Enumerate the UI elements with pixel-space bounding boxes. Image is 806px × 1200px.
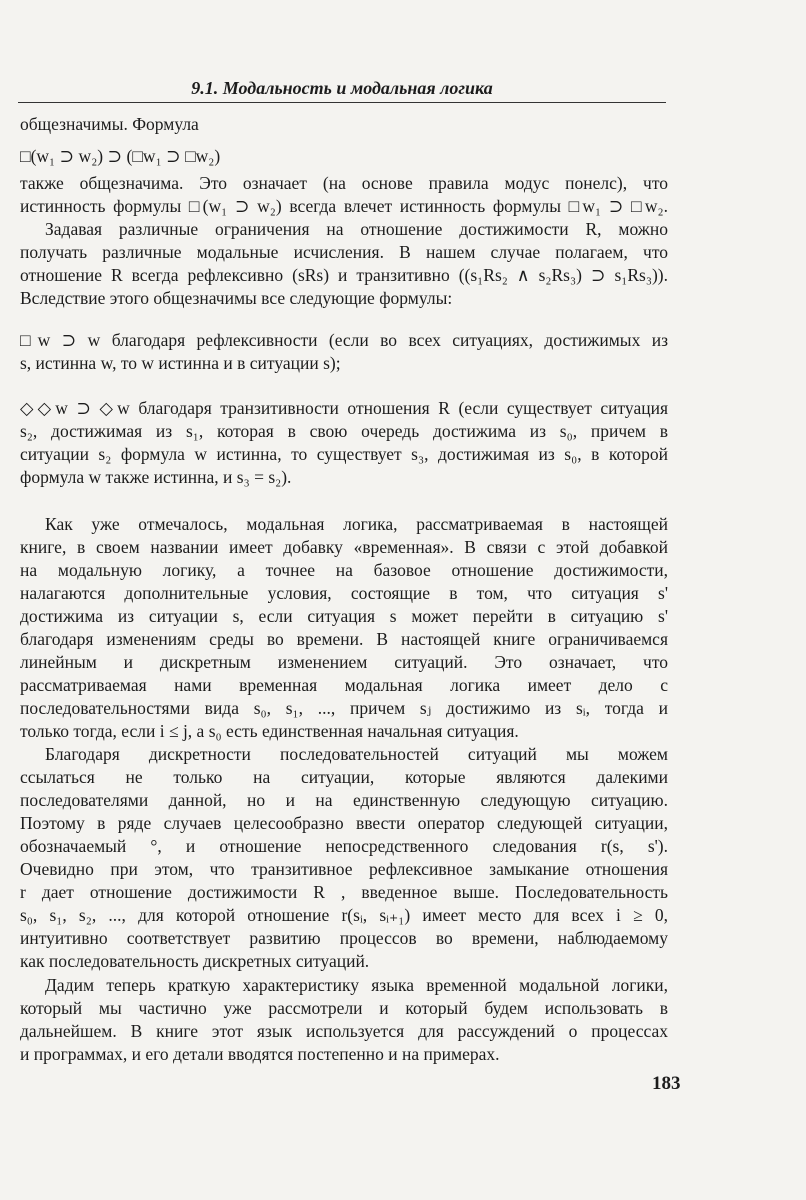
running-header: 9.1. Модальность и модальная логика <box>18 78 666 103</box>
text-line: Поэтому в ряде случаев целесообразно ввести оператор следующей ситуации, <box>20 813 668 833</box>
text-line: общезначимы. Формула <box>20 114 199 134</box>
text-line: достижима из ситуации s, если ситуация s может перейти в ситуацию s' <box>20 606 668 626</box>
text-line: r дает отношение достижимости R , введенное выше. Последовательность <box>20 882 668 902</box>
text-line: истинность формулы □(w₁ ⊃ w₂) всегда влечет истинность формулы □w₁ ⊃ □w₂. <box>20 196 668 216</box>
text-line: s, истинна w, то w истинна и в ситуации s); <box>20 353 341 373</box>
text-line: отношение R всегда рефлексивно (sRs) и транзитивно ((s₁Rs₂ ∧ s₂Rs₃) ⊃ s₁Rs₃)). <box>20 265 668 285</box>
text-line: и программах, и его детали вводятся постепенно и на примерах. <box>20 1044 500 1064</box>
text-line: также общезначима. Это означает (на основе правила модус понелс), что <box>20 173 668 193</box>
text-line: □w ⊃ w благодаря рефлексивности (если во всех ситуациях, достижимых из <box>20 330 668 350</box>
text-line: ситуации s₂ формула w истинна, то существует s₃, достижимая из s₀, в которой <box>20 444 668 464</box>
text-line: ссылаться не только на ситуации, которые являются далекими <box>20 767 668 787</box>
text-line: только тогда, если i ≤ j, а s₀ есть единственная начальная ситуация. <box>20 721 519 741</box>
text-line: книге, в своем названии имеет добавку «временная». В связи с этой добавкой <box>20 537 668 557</box>
text-line: формула w также истинна, и s₃ = s₂). <box>20 467 292 487</box>
text-line: последовательностями вида s₀, s₁, ..., причем sⱼ достижимо из sᵢ, тогда и <box>20 698 668 718</box>
formula-line: □(w₁ ⊃ w₂) ⊃ (□w₁ ⊃ □w₂) <box>20 146 221 166</box>
text-line: налагаются дополнительные условия, состоящие в том, что ситуация s' <box>20 583 668 603</box>
text-line: линейным и дискретным изменением ситуаций. Это означает, что <box>20 652 668 672</box>
text-line: получать различные модальные исчисления. В нашем случае полагаем, что <box>20 242 668 262</box>
text-line: Очевидно при этом, что транзитивное рефлексивное замыкание отношения <box>20 859 668 879</box>
text-line: Задавая различные ограничения на отношение достижимости R, можно <box>45 219 668 239</box>
text-line: рассматриваемая нами временная модальная логика имеет дело с <box>20 675 668 695</box>
text-line: ◇◇w ⊃ ◇w благодаря транзитивности отношения R (если существует ситуация <box>20 398 668 418</box>
text-line: на модальную логику, а точнее на базовое отношение достижимости, <box>20 560 668 580</box>
text-line: s₀, s₁, s₂, ..., для которой отношение r(sᵢ, sᵢ₊₁) имеет место для всех i ≥ 0, <box>20 905 668 925</box>
text-line: благодаря изменениям среды во времени. В настоящей книге ограничиваемся <box>20 629 668 649</box>
text-line: Как уже отмечалось, модальная логика, рассматриваемая в настоящей <box>45 514 668 534</box>
text-line: дальнейшем. В книге этот язык используется для рассуждений о процессах <box>20 1021 668 1041</box>
page-number: 183 <box>652 1073 681 1094</box>
text-line: который мы частично уже рассмотрели и который будем использовать в <box>20 998 668 1018</box>
text-line: Дадим теперь краткую характеристику языка временной модальной логики, <box>45 975 668 995</box>
text-line: Вследствие этого общезначимы все следующие формулы: <box>20 288 453 308</box>
text-line: s₂, достижимая из s₁, которая в свою очередь достижима из s₀, причем в <box>20 421 668 441</box>
text-line: обозначаемый °, и отношение непосредственного следования r(s, s'). <box>20 836 668 856</box>
text-line: интуитивно соответствует развитию процессов во времени, наблюдаемому <box>20 928 668 948</box>
text-line: Благодаря дискретности последовательностей ситуаций мы можем <box>45 744 668 764</box>
text-line: как последовательность дискретных ситуаций. <box>20 951 370 971</box>
text-line: последователями данной, но и на единственную следующую ситуацию. <box>20 790 668 810</box>
